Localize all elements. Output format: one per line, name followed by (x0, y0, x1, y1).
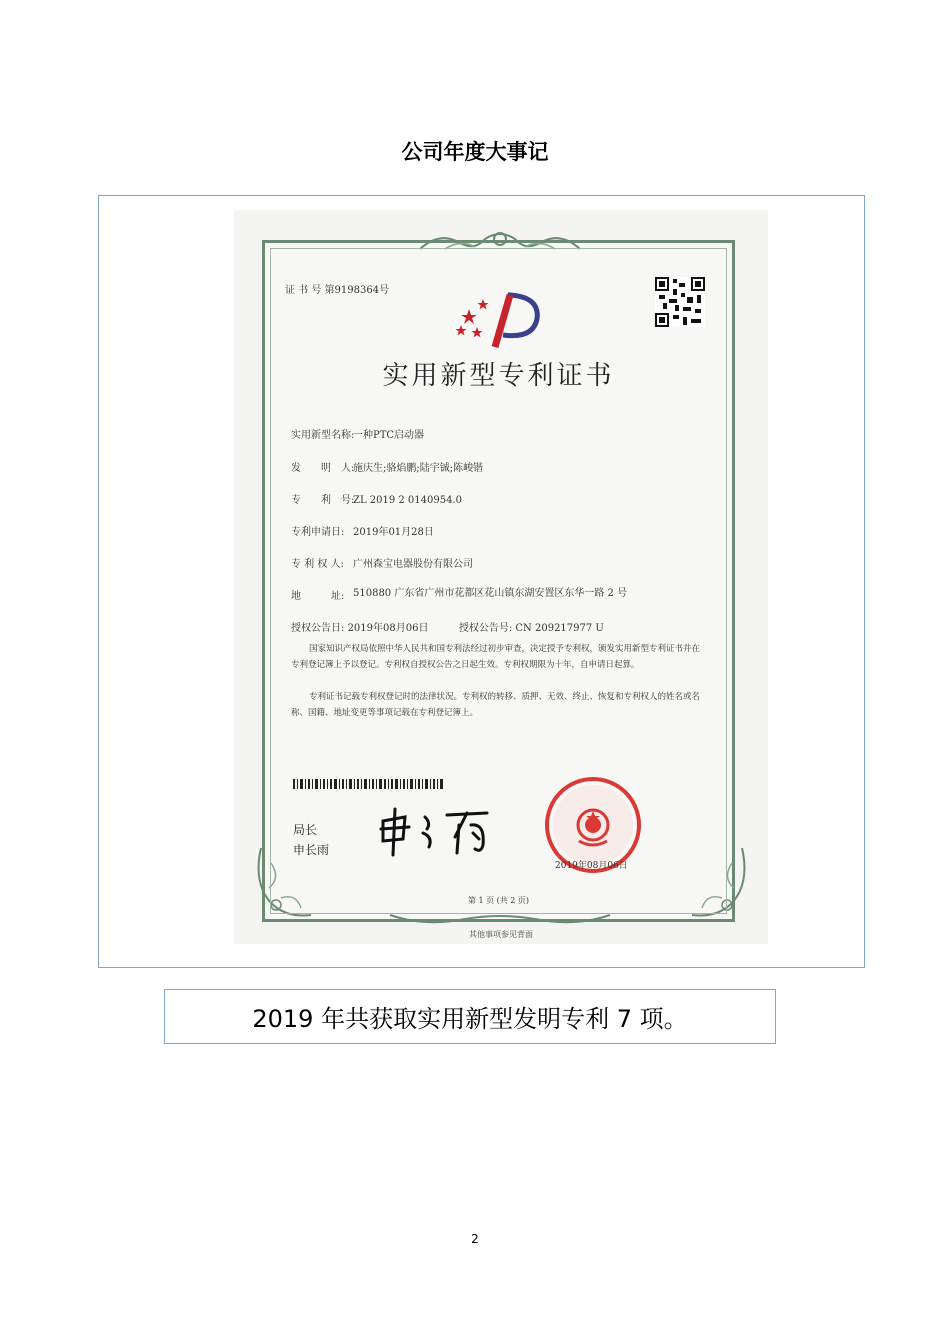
certificate-paragraph-1: 国家知识产权局依照中华人民共和国专利法经过初步审查，决定授予专利权，颁发实用新型专利证书并在专利登记簿上予以登记。专利权自授权公告之日起生效。专利权期限为十年，自申请日起算。 (291, 644, 701, 670)
certificate-paragraph-2: 专利证书记载专利权登记时的法律状况。专利权的转移、质押、无效、终止、恢复和专利权人的姓名或名称、国籍、地址变更等事项记载在专利登记簿上。 (291, 692, 701, 718)
grant-number-label: 授权公告号: (458, 623, 513, 634)
director-name: 申长雨 (293, 843, 330, 857)
official-seal-icon (543, 775, 643, 875)
field-address-value: 510880 广东省广州市花都区花山镇东湖安置区东华一路 2 号 (353, 588, 628, 599)
field-label: 专利申请日: (291, 527, 345, 538)
certificate-photo-frame (98, 195, 865, 968)
field-patent-number (291, 491, 462, 506)
certificate-title: 实用新型专利证书 (382, 361, 615, 391)
grant-date-value: 2019年08月06日 (347, 623, 429, 634)
field-application-date (291, 523, 434, 538)
field-value: 广州森宝电器股份有限公司 (353, 559, 473, 570)
bottom-right-ornament-icon (682, 843, 752, 923)
barcode-icon (293, 779, 443, 789)
patent-emblem-icon (455, 287, 545, 357)
field-label: 发 明 人: (291, 463, 355, 474)
field-value: ZL 2019 2 0140954.0 (353, 495, 463, 506)
patent-summary-box (164, 989, 776, 1044)
field-address-label (291, 587, 353, 602)
field-value: 2019年01月28日 (353, 527, 434, 538)
patent-certificate (262, 240, 735, 922)
page-number: 2 (471, 1232, 479, 1246)
certificate-page-label: 第 1 页 (共 2 页) (467, 896, 530, 905)
certificate-back-note: 其他事项参见背面 (469, 930, 533, 939)
field-value: 一种PTC启动器 (353, 430, 425, 441)
field-inventors (291, 459, 483, 474)
bottom-center-ornament-icon (385, 911, 615, 929)
grant-info-row (291, 619, 604, 634)
signature-icon (375, 803, 505, 858)
field-label: 专 利 权 人: (291, 559, 344, 570)
grant-number-value: CN 209217977 U (515, 623, 604, 634)
field-label: 地 址: (291, 591, 345, 602)
field-label: 实用新型名称: (291, 430, 355, 441)
director-title: 局长 (293, 823, 318, 837)
qr-code-icon (655, 277, 705, 327)
patent-summary-text: 2019 年共获取实用新型发明专利 7 项。 (252, 1005, 688, 1033)
field-patentee (291, 555, 473, 570)
seal-date: 2019年08月06日 (555, 861, 628, 871)
field-value: 施庆生;骆焰鹏;陆宇铖;陈峻锴 (353, 463, 484, 474)
page-title: 公司年度大事记 (401, 140, 549, 164)
certificate-number: 证 书 号 第9198364号 (285, 285, 390, 296)
field-label: 专 利 号: (291, 495, 355, 506)
top-ornament-icon (415, 229, 585, 255)
bottom-left-ornament-icon (251, 843, 321, 923)
grant-date-label: 授权公告日: (291, 623, 345, 634)
field-utility-model-name (291, 426, 424, 441)
